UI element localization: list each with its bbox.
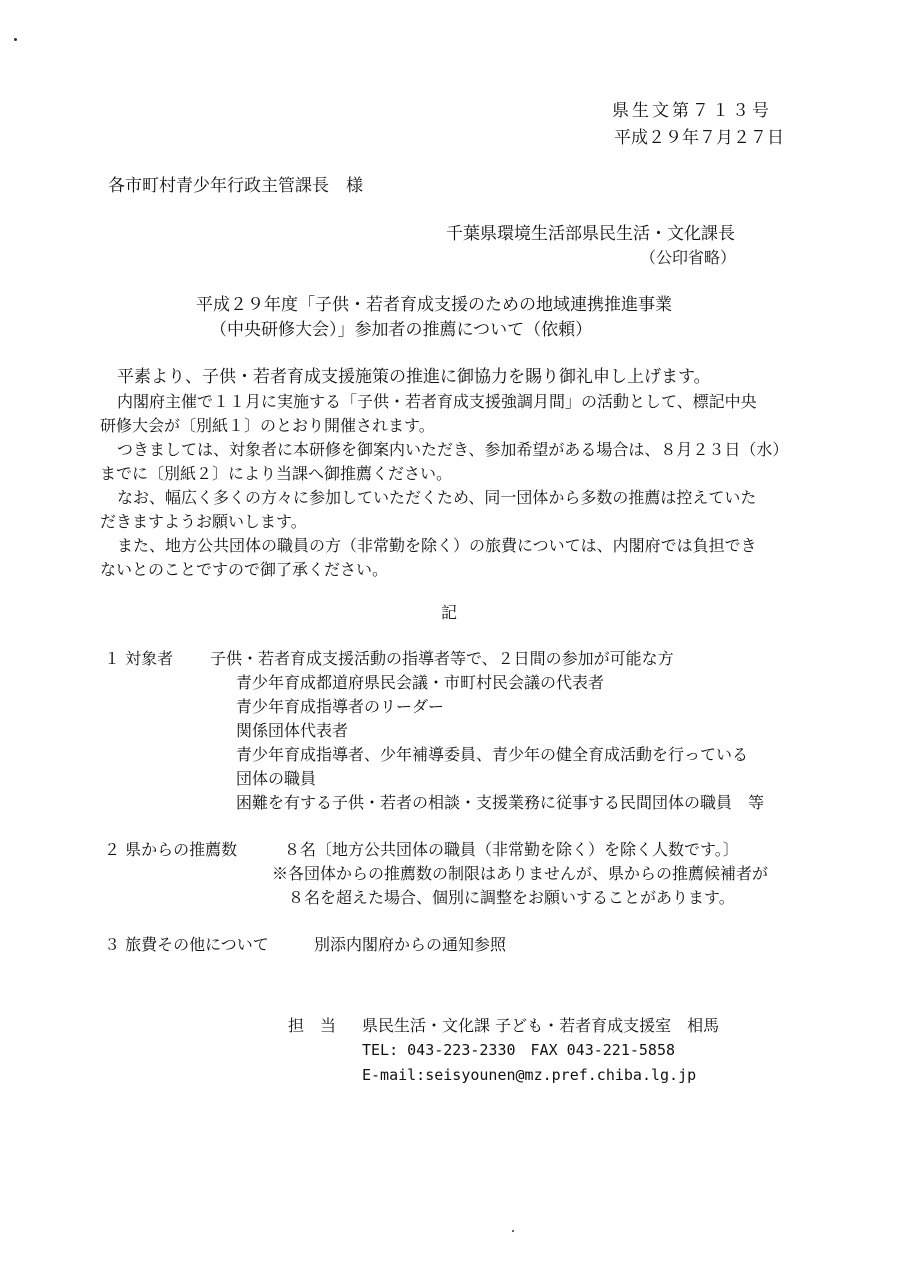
item2-heading: ２ 県からの推薦数 [104,840,238,859]
body-line: ないとのことですので御了承ください。 [100,560,389,579]
seal-note: （公印省略） [640,248,737,267]
body-line: までに〔別紙２〕により当課へ御推薦ください。 [100,464,453,483]
body-line: つきましては、対象者に本研修を御案内いただき、参加希望がある場合は、８月２３日（水） [117,440,789,459]
body-line: 平素より、子供・若者育成支援施策の推進に御協力を賜り御礼申し上げます。 [117,367,711,387]
body-line: だきますようお願いします。 [100,512,307,531]
item3-text: 別添内閣府からの通知参照 [314,935,507,954]
body-line: なお、幅広く多くの方々に参加していただくため、同一団体から多数の推薦は控えていた [117,488,757,507]
sender-name: 千葉県環境生活部県民生活・文化課長 [446,224,735,244]
item2-text: ８名〔地方公共団体の職員（非常勤を除く）を除く人数です。〕 [284,840,739,859]
item1-heading: １ 対象者 [104,649,174,668]
body-line: また、地方公共団体の職員の方（非常勤を除く）の旅費については、内閣府では負担でき [117,536,757,555]
body-line: 研修大会が〔別紙１〕のとおり開催されます。 [100,416,435,435]
scan-speck [14,38,17,41]
item1-sub: 青少年育成指導者、少年補導委員、青少年の健全育成活動を行っている [236,745,749,764]
body-line: 内閣府主催で１１月に実施する「子供・若者育成支援強調月間」の活動として、標記中央 [117,392,757,411]
scan-speck [512,1230,514,1232]
item2-note: ※各団体からの推薦数の制限はありませんが、県からの推薦候補者が [272,864,769,883]
document-date: 平成２９年７月２７日 [614,128,784,148]
item1-text: 子供・若者育成支援活動の指導者等で、２日間の参加が可能な方 [210,649,674,668]
item1-sub: 困難を有する子供・若者の相談・支援業務に従事する民間団体の職員 等 [236,793,765,812]
item1-sub: 青少年育成指導者のリーダー [236,697,445,716]
item3-heading: ３ 旅費その他について [104,935,269,954]
title-line-2: （中央研修大会）」参加者の推薦について（依頼） [210,320,593,340]
addressee: 各市町村青少年行政主管課長 様 [108,176,363,196]
contact-email: E-mail:seisyounen@mz.pref.chiba.lg.jp [362,1066,697,1084]
item1-sub: 青少年育成都道府県民会議・市町村民会議の代表者 [236,673,605,692]
item1-sub: 団体の職員 [236,769,317,788]
document-number: 県生文第７１３号 [612,101,772,121]
title-line-1: 平成２９年度「子供・若者育成支援のための地域連携推進事業 [196,295,672,315]
item2-note: ８名を超えた場合、個別に調整をお願いすることがあります。 [288,888,735,907]
contact-office: 県民生活・文化課 子ども・若者育成支援室 相馬 [362,1016,720,1035]
item1-sub: 関係団体代表者 [236,721,349,740]
contact-label: 担 当 [288,1016,337,1035]
contact-phone: TEL: 043-223-2330 FAX 043-221-5858 [362,1041,676,1059]
ki-heading: 記 [441,603,458,622]
